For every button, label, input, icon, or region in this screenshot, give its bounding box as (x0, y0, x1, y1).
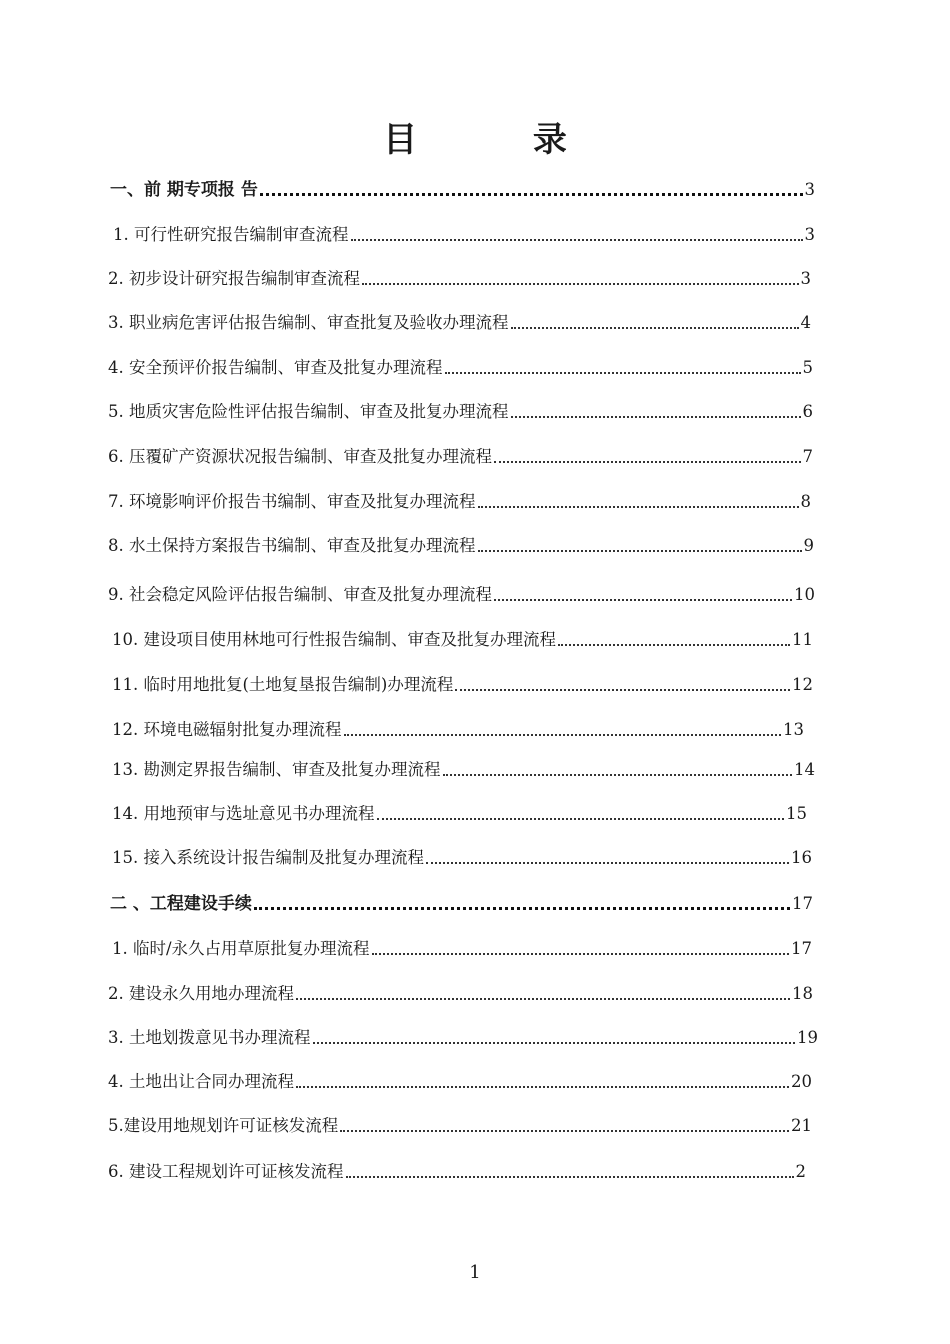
toc-section-label: 二 、工程建设手续 (110, 894, 252, 914)
toc-item[interactable] (113, 221, 815, 249)
dot-leader (260, 193, 803, 196)
toc-item-label: 10. 建设项目使用林地可行性报告编制、审查及批复办理流程 (112, 630, 556, 649)
toc-item-label: 8. 水土保持方案报告书编制、审查及批复办理流程 (108, 536, 476, 555)
toc-page-number: 17 (792, 894, 813, 913)
toc-item[interactable] (108, 1158, 806, 1186)
toc-item[interactable] (108, 488, 811, 516)
dot-leader (478, 506, 799, 508)
dot-leader (445, 372, 801, 374)
toc-page-number: 20 (791, 1072, 812, 1091)
toc-page-number: 21 (791, 1116, 812, 1135)
toc-page-number: 2 (795, 1162, 806, 1181)
toc-item-label: 14. 用地预审与选址意见书办理流程 (112, 804, 375, 823)
toc-page-number: 10 (794, 585, 815, 604)
dot-leader (296, 1086, 789, 1088)
toc-item-label: 1. 可行性研究报告编制审查流程 (113, 225, 349, 244)
toc-item[interactable] (108, 1024, 818, 1052)
toc-item[interactable] (112, 716, 804, 744)
toc-item[interactable] (112, 935, 812, 963)
toc-page-number: 7 (802, 447, 813, 466)
toc-page-number: 14 (794, 760, 815, 779)
toc-page-number: 8 (800, 492, 811, 511)
dot-leader (372, 953, 789, 955)
toc-page-number: 19 (797, 1028, 818, 1047)
toc-page-number: 4 (800, 313, 811, 332)
dot-leader (313, 1042, 796, 1044)
toc-page-number: 13 (783, 720, 804, 739)
toc-item-label: 3. 职业病危害评估报告编制、审查批复及验收办理流程 (108, 313, 509, 332)
dot-leader (494, 461, 801, 463)
dot-leader (351, 239, 803, 241)
toc-item[interactable] (112, 800, 807, 828)
toc-item-label: 1. 临时/永久占用草原批复办理流程 (112, 939, 370, 958)
toc-page-number: 11 (792, 630, 813, 649)
toc-page-number: 15 (786, 804, 807, 823)
toc-item-label: 3. 土地划拨意见书办理流程 (108, 1028, 311, 1047)
toc-item[interactable] (108, 265, 811, 293)
toc-item-label: 12. 环境电磁辐射批复办理流程 (112, 720, 342, 739)
dot-leader (478, 550, 802, 552)
toc-item-label: 2. 建设永久用地办理流程 (108, 984, 294, 1003)
toc-item-label: 4. 安全预评价报告编制、审查及批复办理流程 (108, 358, 443, 377)
toc-page-number: 12 (792, 675, 813, 694)
toc-page-number: 17 (791, 939, 812, 958)
dot-leader (443, 774, 793, 776)
dot-leader (362, 283, 799, 285)
toc-section-1[interactable] (110, 176, 815, 204)
toc-item-label: 2. 初步设计研究报告编制审查流程 (108, 269, 360, 288)
dot-leader (254, 907, 790, 910)
toc-item[interactable] (112, 671, 813, 699)
toc-page-number: 6 (802, 402, 813, 421)
toc-item-label: 7. 环境影响评价报告书编制、审查及批复办理流程 (108, 492, 476, 511)
toc-page-number: 3 (800, 269, 811, 288)
toc-item[interactable] (112, 844, 812, 872)
toc-item-label: 15. 接入系统设计报告编制及批复办理流程 (112, 848, 424, 867)
dot-leader (455, 689, 790, 691)
dot-leader (511, 416, 801, 418)
toc-item-label: 5. 地质灾害危险性评估报告编制、审查及批复办理流程 (108, 402, 509, 421)
toc-page-number: 5 (802, 358, 813, 377)
toc-page-number: 3 (804, 180, 815, 199)
dot-leader (296, 998, 790, 1000)
toc-item-label: 9. 社会稳定风险评估报告编制、审查及批复办理流程 (108, 585, 492, 604)
toc-item[interactable] (108, 398, 813, 426)
toc-item[interactable] (108, 443, 813, 471)
toc-item[interactable] (112, 756, 815, 784)
dot-leader (511, 327, 799, 329)
toc-item[interactable] (108, 532, 814, 560)
dot-leader (494, 599, 792, 601)
toc-page-number: 16 (791, 848, 812, 867)
toc-item-label: 6. 建设工程规划许可证核发流程 (108, 1162, 344, 1181)
toc-section-label: 一、前 期专项报 告 (110, 180, 258, 200)
dot-leader (426, 862, 789, 864)
toc-item[interactable] (108, 1068, 812, 1096)
toc-item[interactable] (112, 626, 813, 654)
toc-item[interactable] (108, 1112, 812, 1140)
dot-leader (558, 644, 790, 646)
toc-page-number: 3 (804, 225, 815, 244)
toc-item-label: 6. 压覆矿产资源状况报告编制、审查及批复办理流程 (108, 447, 492, 466)
toc-page-number: 18 (792, 984, 813, 1003)
page-title: 目 录 (383, 120, 619, 160)
toc-item-label: 11. 临时用地批复(土地复垦报告编制)办理流程 (112, 675, 454, 694)
toc-item-label: 5.建设用地规划许可证核发流程 (108, 1116, 339, 1135)
page-footer-number: 1 (469, 1262, 481, 1283)
toc-page-number: 9 (803, 536, 814, 555)
toc-section-2[interactable] (110, 890, 813, 918)
dot-leader (344, 734, 782, 736)
toc-item[interactable] (108, 980, 813, 1008)
dot-leader (346, 1176, 794, 1178)
toc-item[interactable] (108, 309, 811, 337)
toc-item-label: 13. 勘测定界报告编制、审查及批复办理流程 (112, 760, 441, 779)
dot-leader (377, 818, 785, 820)
dot-leader (340, 1130, 789, 1132)
toc-item[interactable] (108, 354, 813, 382)
toc-item-label: 4. 土地出让合同办理流程 (108, 1072, 294, 1091)
toc-item[interactable] (108, 581, 815, 609)
